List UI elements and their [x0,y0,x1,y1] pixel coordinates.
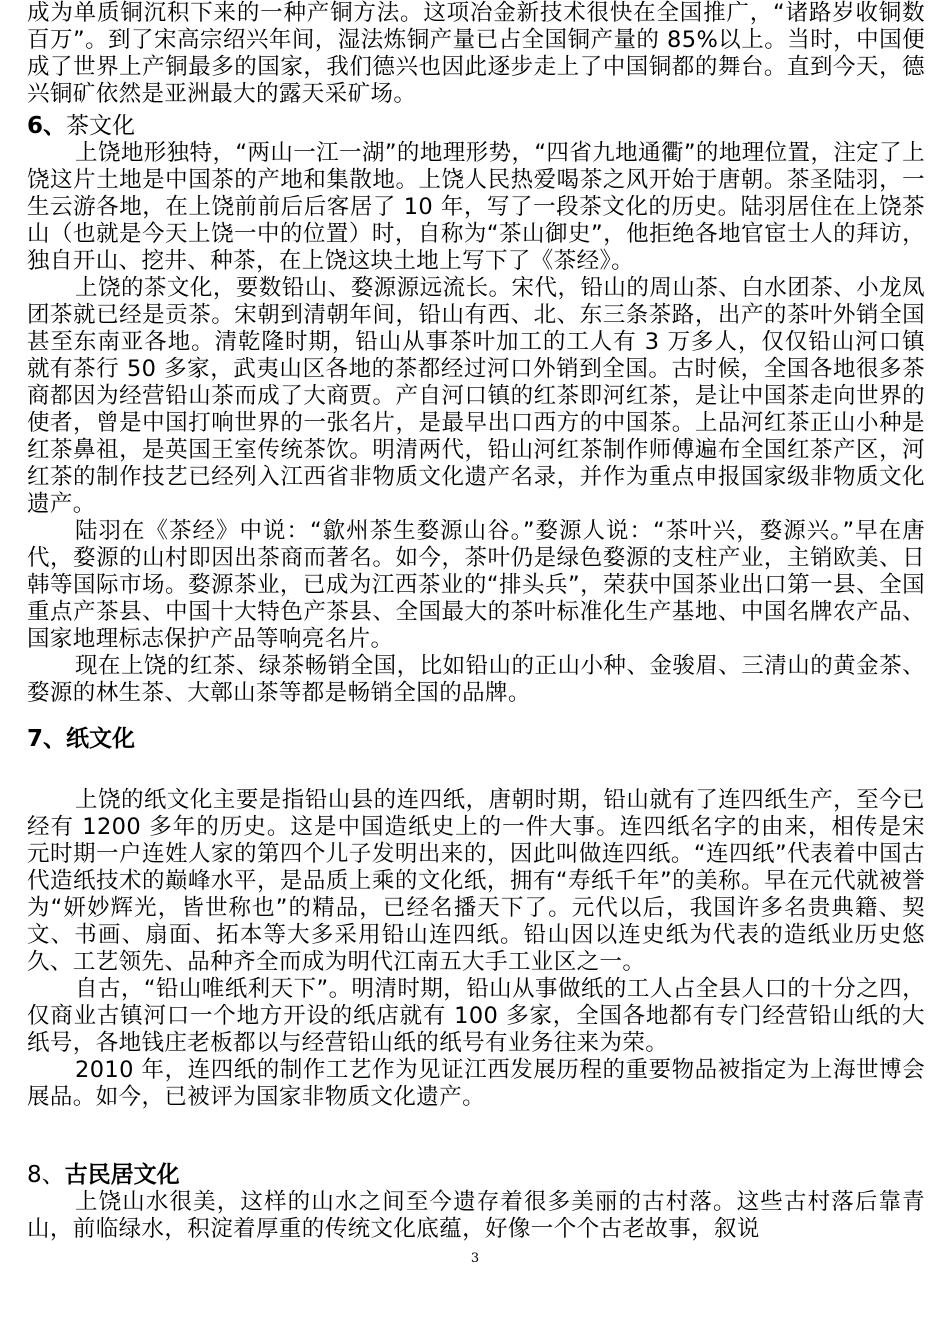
section-8-title: 古民居文化 [64,1162,180,1188]
section-6-paragraph-3: 陆羽在《茶经》中说：“歙州茶生婺源山谷。”婺源人说：“茶叶兴，婺源兴。”早在唐代，婺源的山村即因出茶商而著名。如今，茶叶仍是绿色婺源的支柱产业，主销欧美、日韩等国际市场。婺源茶业，已成为江西茶业的“排头兵”，荣获中国茶业出口第一县、全国重点产茶县、中国十大特色产茶县、全国最大的茶叶标准化生产基地、中国名牌农产品、国家地理标志保护产品等响亮名片。 [27,518,925,652]
section-6-paragraph-1: 上饶地形独特，“两山一江一湖”的地理形势，“四省九地通衢”的地理位置，注定了上饶这片土地是中国茶的产地和集散地。上饶人民热爱喝茶之风开始于唐朝。茶圣陆羽，一生云游各地，在上饶前前后后客居了 10 年，写了一段茶文化的历史。陆羽居住在上饶茶山（也就是今天上饶一中的位置）时，自称为“茶山御史”，他拒绝各地官宦士人的拜访，独自开山、挖井、种茶，在上饶这块土地上写下了《茶经》。 [27,140,925,274]
page-number: 3 [470,1251,480,1266]
section-7-paragraph-1: 上饶的纸文化主要是指铅山县的连四纸，唐朝时期，铅山就有了连四纸生产，至今已经有 1200 多年的历史。这是中国造纸史上的一件大事。连四纸名字的由来，相传是宋元时期一户连姓人家的第四个儿子发明出来的，因此叫做连四纸。“连四纸”代表着中国古代造纸技术的巅峰水平，是品质上乘的文化纸，拥有“寿纸千年”的美称。早在元代就被誉为“妍妙辉光，皆世称也”的精品，已经名播天下了。元代以后，我国许多名贵典籍、契文、书画、扇面、拓本等大多采用铅山连四纸。铅山因以连史纸为代表的造纸业历史悠久、工艺领先、品种齐全而成为明代江南五大手工业区之一。 [27,787,925,975]
section-7-paragraph-2: 自古，“铅山唯纸利天下”。明清时期，铅山从事做纸的工人占全县人口的十分之四，仅商业古镇河口一个地方开设的纸店就有 100 多家，全国各地都有专门经营铅山纸的大纸号，各地钱庄老板都以与经营铅山纸的纸号有业务往来为荣。 [27,976,925,1056]
section-6-heading [27,112,925,140]
section-6-title: 茶文化 [66,113,136,139]
intro-paragraph: 成为单质铜沉积下来的一种产铜方法。这项冶金新技术很快在全国推广，“诸路岁收铜数百万”。到了宋高宗绍兴年间，湿法炼铜产量已占全国铜产量的 85%以上。当时，中国便成了世界上产铜最多的国家，我们德兴也因此逐步走上了中国铜都的舞台。直到今天，德兴铜矿依然是亚洲最大的露天采矿场。 [27,0,925,107]
section-6-paragraph-2: 上饶的茶文化，要数铅山、婺源源远流长。宋代，铅山的周山茶、白水团茶、小龙凤团茶就已经是贡茶。宋朝到清朝年间，铅山有西、北、东三条茶路，出产的茶叶外销全国甚至东南亚各地。清乾隆时期，铅山从事茶叶加工的工人有 3 万多人，仅仅铅山河口镇就有茶行 50 多家，武夷山区各地的茶都经过河口外销到全国。古时候，全国各地很多茶商都因为经营铅山茶而成了大商贾。产自河口镇的红茶即河红茶，是让中国茶走向世界的使者，曾是中国打响世界的一张名片，是最早出口西方的中国茶。上品河红茶正山小种是红茶鼻祖，是英国王室传统茶饮。明清两代，铅山河红茶制作师傅遍布全国红茶产区，河红茶的制作技艺已经列入江西省非物质文化遗产名录，并作为重点申报国家级非物质文化遗产。 [27,275,925,517]
section-7-paragraph-3: 2010 年，连四纸的制作工艺作为见证江西发展历程的重要物品被指定为上海世博会展品。如今，已被评为国家非物质文化遗产。 [27,1057,925,1110]
section-6-paragraph-4: 现在上饶的红茶、绿茶畅销全国，比如铅山的正山小种、金骏眉、三清山的黄金茶、婺源的林生茶、大鄣山茶等都是畅销全国的品牌。 [27,653,925,706]
section-8-number: 8、 [27,1162,65,1188]
section-spacer [27,1111,925,1161]
section-8-heading [27,1161,925,1189]
section-8-paragraph-1: 上饶山水很美，这样的山水之间至今遗存着很多美丽的古村落。这些古村落后靠青山，前临绿水，积淀着厚重的传统文化底蕴，好像一个个古老故事，叙说 [27,1189,925,1242]
section-6-number: 6、 [27,113,67,139]
section-7-heading: 7、纸文化 [27,726,136,752]
document-page [27,0,925,1243]
